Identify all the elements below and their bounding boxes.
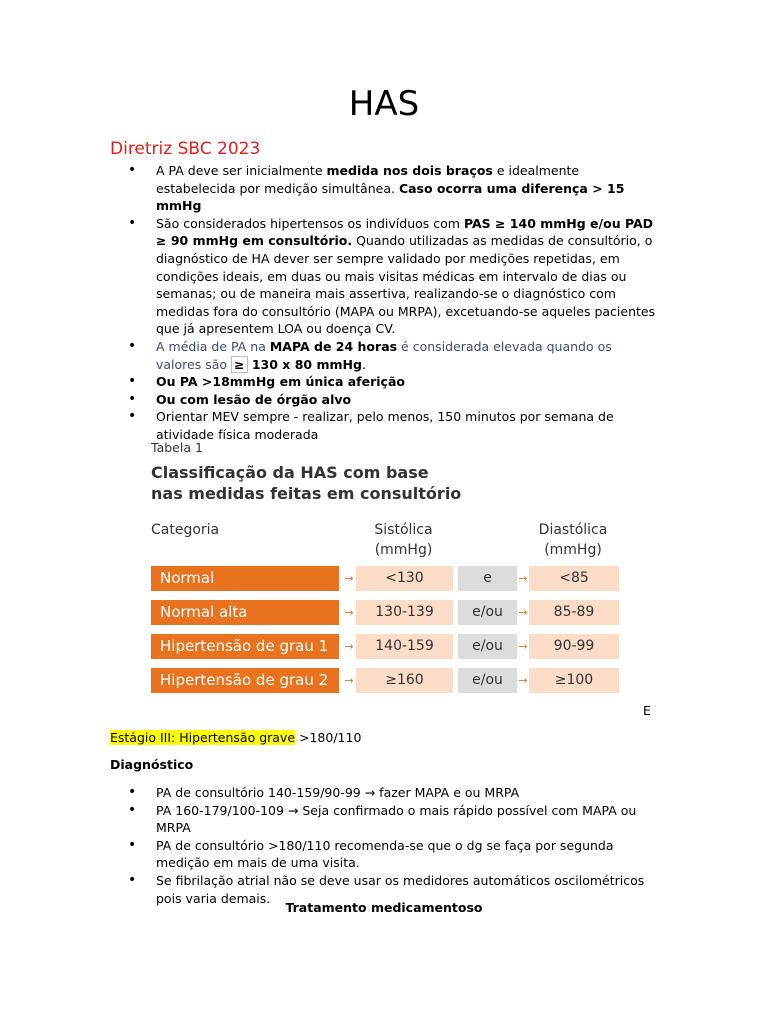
list-item: • PA de consultório >180/110 recomenda-se que o dg se faça por segunda medição em mais de uma visita.: [128, 837, 658, 872]
connector-cell: e/ou: [458, 600, 517, 625]
arrow-right-icon: →: [518, 674, 528, 687]
diastolic-cell: 85-89: [529, 600, 619, 625]
text: A média de PA na: [156, 338, 270, 354]
arrow-right-icon: →: [518, 606, 528, 619]
table-heading-line: nas medidas feitas em consultório: [151, 484, 462, 503]
bold-text: Ou PA >18mmHg em única aferição: [156, 374, 405, 390]
arrow-right-icon: →: [344, 572, 354, 585]
list-item: [128, 215, 658, 338]
systolic-cell: ≥160: [356, 668, 453, 693]
category-cell: Hipertensão de grau 1: [151, 634, 339, 659]
bold-text: Ou com lesão de órgão alvo: [156, 391, 352, 407]
category-cell: Normal: [151, 566, 339, 591]
column-header-line: (mmHg): [544, 542, 602, 558]
connector-cell: e: [458, 566, 517, 591]
list-item: • Se fibrilação atrial não se deve usar os medidores automáticos oscilométricos pois varia demais.: [128, 872, 658, 907]
diagnostico-list: [128, 784, 658, 907]
list-item: [128, 338, 658, 373]
text: A PA deve ser inicialmente: [156, 163, 327, 178]
column-header-diastolic: [522, 520, 624, 560]
arrow-right-icon: →: [344, 606, 354, 619]
stage-three-line: [110, 730, 361, 745]
bold-text: ≥: [231, 356, 247, 373]
systolic-cell: 140-159: [356, 634, 453, 659]
diastolic-cell: ≥100: [529, 668, 619, 693]
stray-letter: E: [643, 703, 651, 718]
systolic-cell: 130-139: [356, 600, 453, 625]
arrow-right-icon: →: [344, 640, 354, 653]
highlighted-text: Estágio III: Hipertensão grave: [110, 730, 296, 745]
column-header-line: (mmHg): [374, 542, 433, 558]
classification-table-figure: [150, 438, 625, 698]
section-subtitle: Diretriz SBC 2023: [110, 139, 261, 159]
list-item: [128, 373, 658, 391]
guideline-list: [128, 162, 658, 444]
treatment-heading: Tratamento medicamentoso: [285, 900, 483, 915]
column-header-line: Diastólica: [538, 522, 608, 538]
category-cell: Normal alta: [151, 600, 339, 625]
column-header-systolic: [355, 520, 452, 560]
list-item: • PA 160-179/100-109 → Seja confirmado o mais rápido possível com MAPA ou MRPA: [128, 802, 658, 837]
diastolic-cell: 90-99: [529, 634, 619, 659]
arrow-right-icon: →: [344, 674, 354, 687]
bold-text: PAS ≥ 140 mmHg e/ou PAD ≥ 90 mmHg em consultório.: [156, 215, 654, 249]
bold-text: Caso ocorra uma diferença > 15 mmHg: [156, 180, 625, 214]
connector-cell: e/ou: [458, 668, 517, 693]
category-cell: Hipertensão de grau 2: [151, 668, 339, 693]
systolic-cell: <130: [356, 566, 453, 591]
list-item: • PA de consultório 140-159/90-99 → fazer MAPA e ou MRPA: [128, 784, 658, 802]
bold-text: MAPA de 24 horas: [269, 338, 398, 354]
bold-text: 130 x 80 mmHg: [247, 356, 362, 372]
list-item: [128, 162, 658, 215]
text: e idealmente estabelecida por medição simultânea.: [156, 163, 580, 196]
text: São considerados hipertensos os indivíduos com: [156, 215, 464, 231]
arrow-right-icon: →: [518, 640, 528, 653]
text: >180/110: [295, 730, 362, 745]
bold-text: medida nos dois braços: [326, 163, 493, 178]
column-header-line: Sistólica: [374, 522, 433, 538]
arrow-right-icon: →: [518, 572, 528, 585]
connector-cell: e/ou: [458, 634, 517, 659]
column-header-category: Categoria: [151, 522, 220, 538]
diastolic-cell: <85: [529, 566, 619, 591]
text: é considerada elevada quando os valores são: [156, 338, 612, 372]
list-item: [128, 391, 658, 409]
table-heading: [151, 462, 461, 504]
text: Quando utilizadas as medidas de consultório, o diagnóstico de HA dever ser sempre validado por medições repetidas, em condições ideais, em duas ou mais visitas médicas em intervalo de dias ou semanas; ou de maneira mais assertiva, realizando-se o diagnóstico com medidas fora do consultório (MAPA ou MRPA), excetuando-se aqueles pacientes que já apresentem LOA ou doença CV.: [156, 233, 656, 337]
text: .: [361, 356, 366, 372]
text: Orientar MEV sempre - realizar, pelo menos, 150 minutos por semana de atividade física moderada: [156, 409, 614, 442]
table-label: Tabela 1: [151, 440, 203, 455]
table-heading-line: Classificação da HAS com base: [151, 463, 429, 482]
page-title: HAS: [348, 84, 420, 124]
diagnostico-heading: Diagnóstico: [110, 757, 194, 772]
